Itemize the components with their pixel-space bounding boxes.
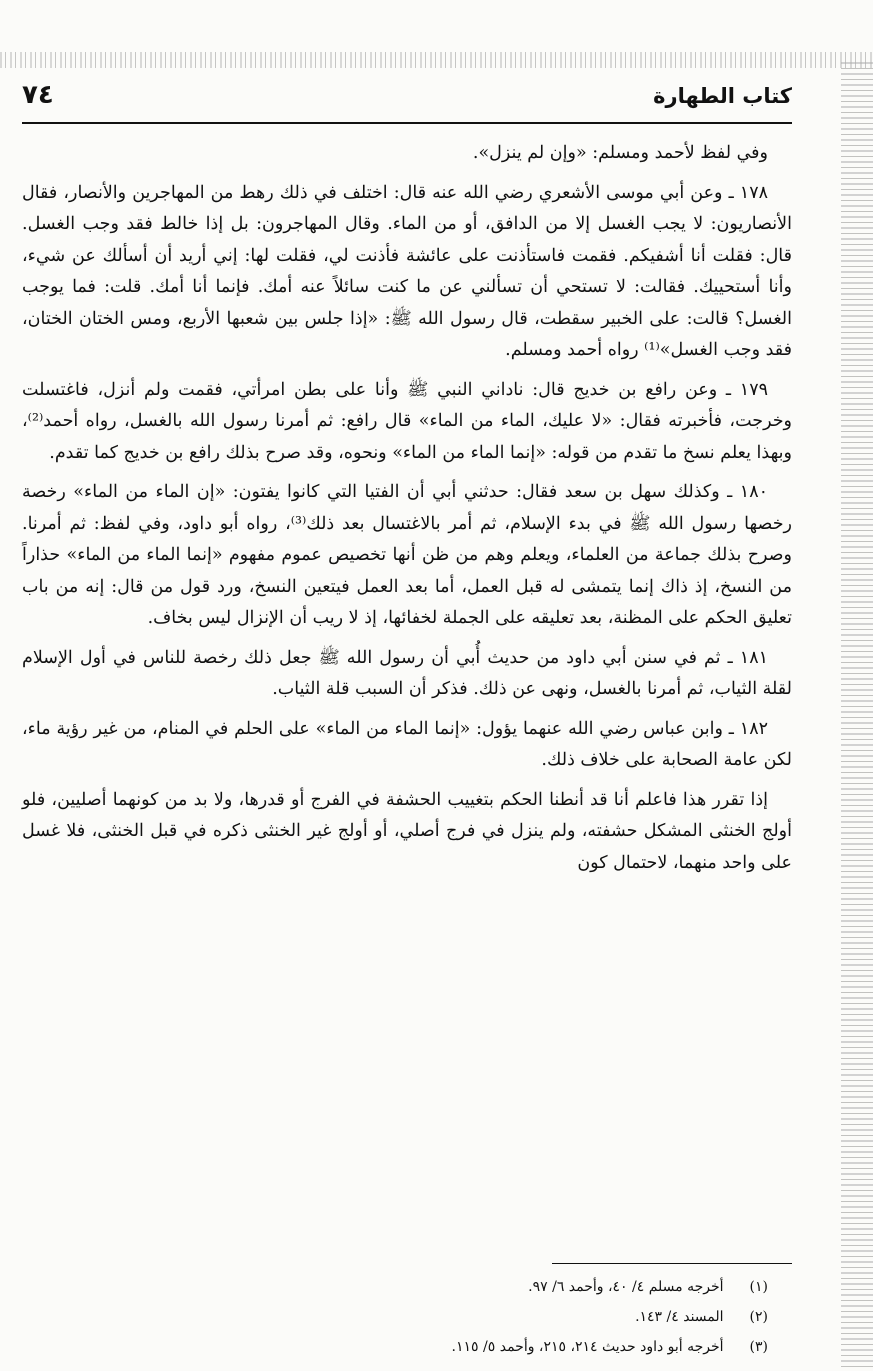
footnote: [22, 1272, 792, 1302]
paragraph: وفي لفظ لأحمد ومسلم: «وإن لم ينزل».: [472, 143, 768, 163]
ornamental-border-right: [841, 62, 873, 1371]
running-header: [22, 78, 792, 124]
footnote-text: أخرجه أبو داود حديث ٢١٤، ٢١٥، وأحمد ٥/ ١١٥.: [451, 1339, 724, 1355]
footnote-mark: (٢): [749, 1309, 768, 1325]
paragraph: ١٧٩ ـ وعن رافع بن خديج قال: ناداني النبي ﷺ وأنا على بطن امرأتي، فقمت ولم أنزل، فاغتسلت وخرجت، فأخبرته فقال: «لا عليك، الماء من الماء» قال رافع: ثم أمرنا رسول الله بالغسل، رواه أحمد⁽²⁾، وبهذا يعلم نسخ ما تقدم من قوله: «إنما الماء من الماء» ونحوه، وقد صرح بذلك رافع بن خديج كما تقدم.: [22, 379, 792, 463]
book-page: [22, 78, 792, 1363]
paragraph: ١٧٨ ـ وعن أبي موسى الأشعري رضي الله عنه قال: اختلف في ذلك رهط من المهاجرين والأنصار، فقال الأنصاريون: لا يجب الغسل إلا من الدافق، أو من الماء. وقال المهاجرون: بل إذا خالط فقد وجب الغسل. قال: فقلت أنا أشفيكم. فقمت فاستأذنت على عائشة فأذنت لي، فقلت لها: إني أريد أن أسألك عن شيء، وأنا أستحييك. فقالت: لا تستحي أن تسألني عن ما كنت سائلاً عنه أمك. فإنما أنا أمك. قلت: فما يوجب الغسل؟ قالت: على الخبير سقطت، قال رسول الله ﷺ: «إذا جلس بين شعبها الأربع، ومس الختان الختان، فقد وجب الغسل»⁽¹⁾ رواه أحمد ومسلم.: [22, 182, 792, 360]
footnote-text: أخرجه مسلم ٤/ ٤٠، وأحمد ٦/ ٩٧.: [528, 1279, 724, 1295]
footnote-text: المسند ٤/ ١٤٣.: [635, 1309, 724, 1325]
chapter-title: كتاب الطهارة: [653, 84, 792, 108]
footnote: [22, 1332, 792, 1362]
paragraph: ١٨٢ ـ وابن عباس رضي الله عنهما يؤول: «إنما الماء من الماء» على الحلم في المنام، من غير رؤية ماء، لكن عامة الصحابة على خلاف ذلك.: [22, 718, 792, 770]
footnote-mark: (٣): [749, 1339, 768, 1355]
page-body: [22, 124, 792, 879]
footnotes: [22, 1263, 792, 1362]
footnote-mark: (١): [749, 1279, 768, 1295]
paragraph: إذا تقرر هذا فاعلم أنا قد أنطنا الحكم بتغييب الحشفة في الفرج أو قدرها، ولا بد من كونهما أصليين، فلو أولج الخنثى المشكل حشفته، ولم ينزل في فرج أصلي، أو أولج غير الخنثى ذكره في قبل الخنثى، فلا غسل على واحد منهما، لاحتمال كون: [22, 789, 792, 873]
paragraph: ١٨٠ ـ وكذلك سهل بن سعد فقال: حدثني أبي أن الفتيا التي كانوا يفتون: «إن الماء من الماء» رخصة رخصها رسول الله ﷺ في بدء الإسلام، ثم أمر بالاغتسال بعد ذلك⁽³⁾، رواه أبو داود، وفي لفظ: ثم أمرنا. وصرح بذلك جماعة من العلماء، ويعلم وهم من ظن أنها تخصيص عموم مفهوم «إنما الماء من الماء» حذاراً من النسخ، إذ ذاك إنما يتمشى له قبل العمل، أما بعد العمل فيتعين النسخ، ورد قول من قال: إنه من باب تعليق الحكم على المظنة، بعد تعليقه على الجملة لخفائها، إذ لا ريب أن الإنزال ليس بخاف.: [22, 482, 792, 628]
ornamental-border-top: [0, 52, 873, 68]
page-number: ٧٤: [22, 80, 54, 110]
footnote: [22, 1302, 792, 1332]
footnote-rule: [552, 1263, 792, 1264]
paragraph: ١٨١ ـ ثم في سنن أبي داود من حديث أُبي أن رسول الله ﷺ جعل ذلك رخصة للناس في أول الإسلام لقلة الثياب، ثم أمرنا بالغسل، ونهى عن ذلك. فذكر أن السبب قلة الثياب.: [22, 647, 792, 699]
